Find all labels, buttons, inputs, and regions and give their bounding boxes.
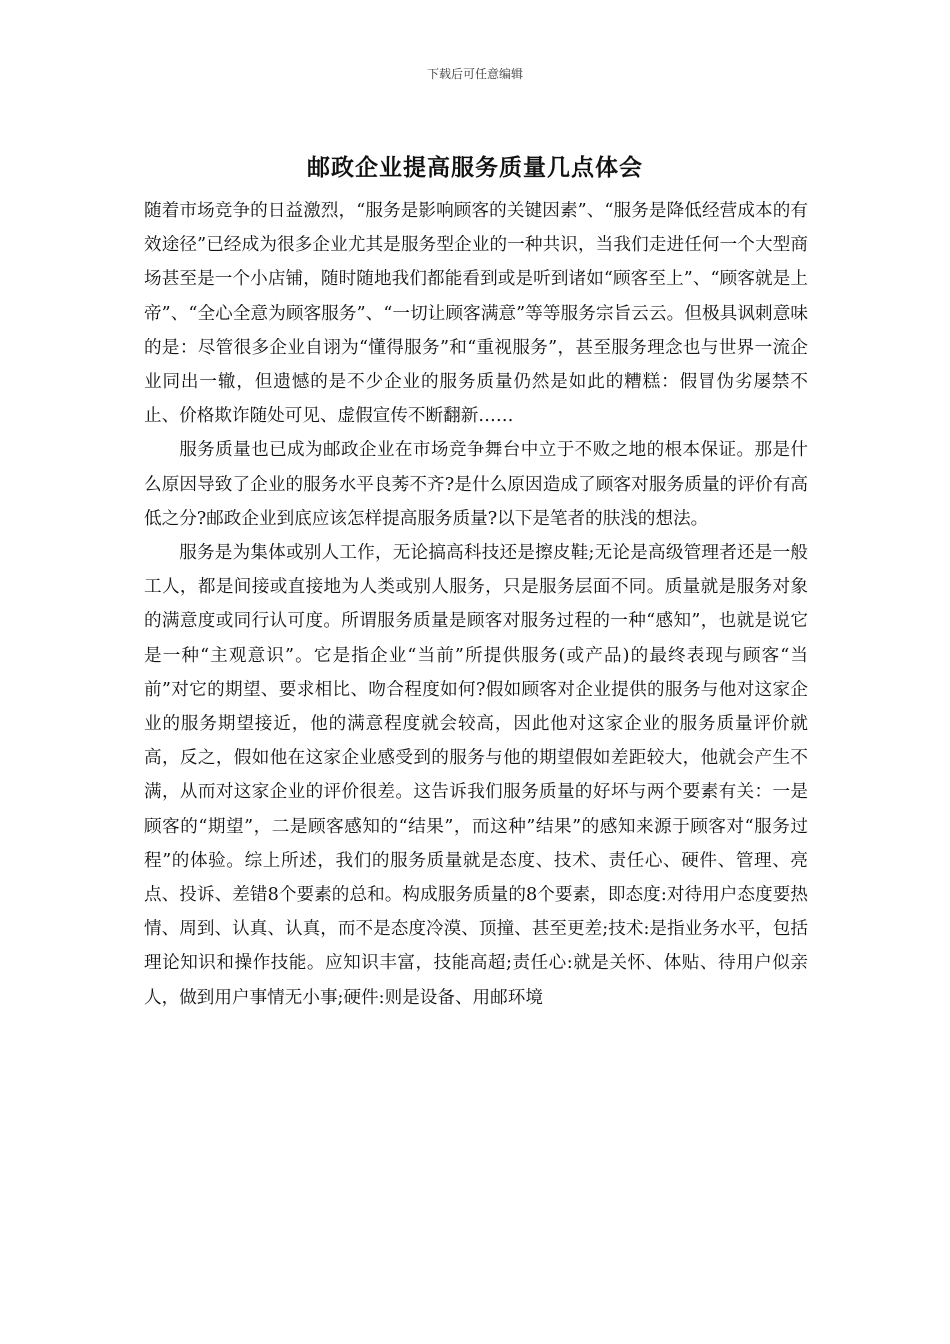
paragraph-2: 服务质量也已成为邮政企业在市场竞争舞台中立于不败之地的根本保证。那是什么原因导致了企业的服务水平良莠不齐?是什么原因造成了顾客对服务质量的评价有高低之分?邮政企业到底应该怎样提高服务质量?以下是笔者的肤浅的想法。 [144,440,808,529]
document-title: 邮政企业提高服务质量几点体会 [307,154,643,181]
paragraph-3: 服务是为集体或别人工作，无论搞高科技还是擦皮鞋;无论是高级管理者还是一般工人，都是间接或直接地为人类或别人服务，只是服务层面不同。质量就是服务对象的满意度或同行认可度。所谓服务质量是顾客对服务过程的一种“感知”，也就是说它是一种“主观意识”。它是指企业“当前”所提供服务(或产品)的最终表现与顾客“当前”对它的期望、要求相比、吻合程度如何?假如顾客对企业提供的服务与他对这家企业的服务期望接近，他的满意程度就会较高，因此他对这家企业的服务质量评价就高，反之，假如他在这家企业感受到的服务与他的期望假如差距较大，他就会产生不满，从而对这家企业的评价很差。这告诉我们服务质量的好坏与两个要素有关：一是顾客的“期望”，二是顾客感知的“结果”，而这种”结果”的感知来源于顾客对“服务过程”的体验。综上所述，我们的服务质量就是态度、技术、责任心、硬件、管理、亮点、投诉、差错8个要素的总和。构成服务质量的8个要素，即态度:对待用户态度要热情、周到、认真、认真，而不是态度冷漠、顶撞、甚至更差;技术:是指业务水平，包括理论知识和操作技能。应知识丰富，技能高超;责任心:就是关怀、体贴、待用户似亲人，做到用户事情无小事;硬件:则是设备、用邮环境 [144,543,808,1008]
paragraph-1: 随着市场竞争的日益激烈，“服务是影响顾客的关键因素”、“服务是降低经营成本的有效途径”已经成为很多企业尤其是服务型企业的一种共识，当我们走进任何一个大型商场甚至是一个小店铺，随时随地我们都能看到或是听到诸如“顾客至上”、“顾客就是上帝”、“全心全意为顾客服务”、“一切让顾客满意”等等服务宗旨云云。但极具讽刺意味的是：尽管很多企业自诩为“懂得服务”和“重视服务”，甚至服务理念也与世界一流企业同出一辙，但遗憾的是不少企业的服务质量仍然是如此的糟糕：假冒伪劣屡禁不止、价格欺诈随处可见、虚假宣传不断翻新…… [144,201,808,427]
document-body [144,194,808,1015]
page-header-note: 下载后可任意编辑 [426,67,523,81]
